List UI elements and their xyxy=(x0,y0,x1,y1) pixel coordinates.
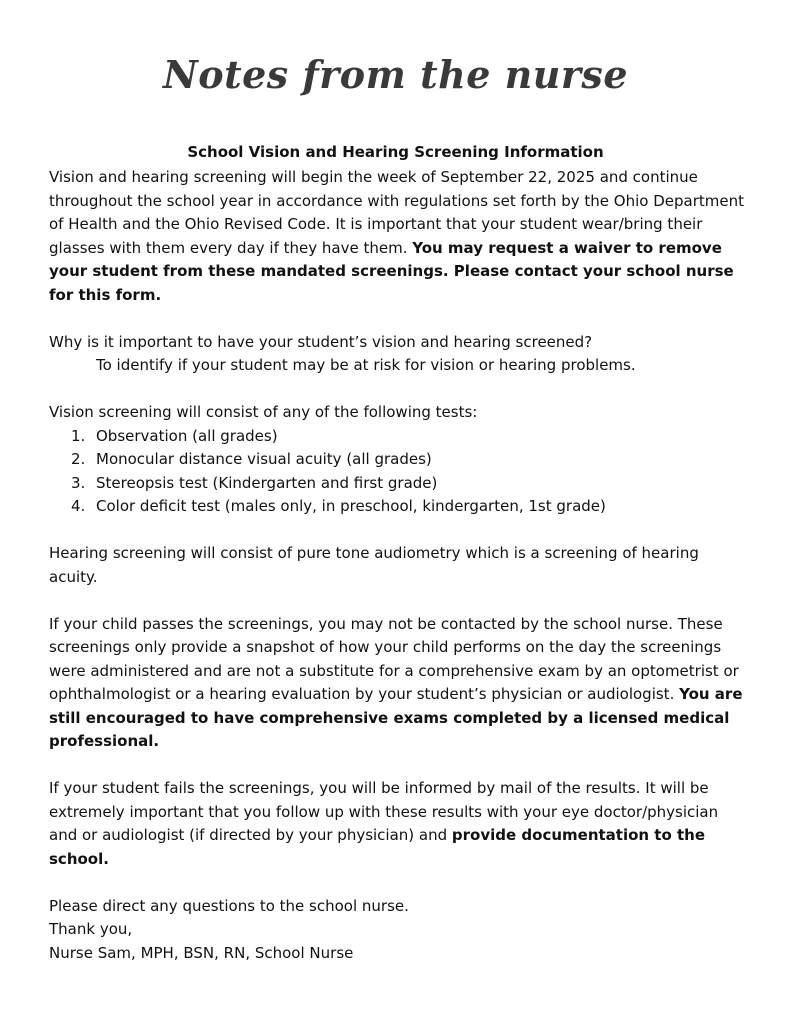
signature: Nurse Sam, MPH, BSN, RN, School Nurse xyxy=(49,943,354,962)
list-text: Monocular distance visual acuity (all grades) xyxy=(96,450,432,468)
list-number: 3. xyxy=(71,473,86,492)
why-answer: To identify if your student may be at risk for vision or hearing problems. xyxy=(96,356,636,374)
list-number: 4. xyxy=(71,497,86,515)
list-text: Observation (all grades) xyxy=(96,426,278,445)
list-item xyxy=(49,495,749,519)
section-heading: School Vision and Hearing Screening Information xyxy=(187,143,604,161)
intro-paragraph xyxy=(49,166,749,307)
list-text: Stereopsis test (Kindergarten and first grade) xyxy=(96,473,438,492)
list-number: 2. xyxy=(71,450,86,468)
notice-body xyxy=(49,166,749,965)
passes-paragraph xyxy=(49,613,749,754)
list-item xyxy=(49,472,749,496)
closing-line: Please direct any questions to the school nurse. xyxy=(49,896,409,915)
list-item xyxy=(49,448,749,472)
fails-text: If your student fails the screenings, you will be informed by mail of the results. It will be extremely important that you follow up with these results with your eye doctor/physician and or audiologist (if directed by your physician) and xyxy=(49,779,719,844)
page-title: Notes from the nurse xyxy=(162,52,629,97)
waiver-notice: You may request a waiver to remove your student from these mandated screenings. Please contact your school nurse for this form. xyxy=(49,238,734,304)
why-question: Why is it important to have your student’s vision and hearing screened? xyxy=(49,332,593,351)
vision-test-list xyxy=(49,425,749,519)
passes-encouragement: You are still encouraged to have comprehensive exams completed by a licensed medical professional. xyxy=(49,685,743,750)
closing-thanks: Thank you, xyxy=(49,920,133,938)
list-item xyxy=(49,425,749,449)
vision-intro: Vision screening will consist of any of the following tests: xyxy=(49,403,478,421)
passes-text: If your child passes the screenings, you may not be contacted by the school nurse. These screenings only provide a snapshot of how your child performs on the day the screenings were administered and are not a substitute for a comprehensive exam by an optometrist or ophthalmologist or a hearing evaluation by your student’s physician or audiologist. xyxy=(49,614,739,703)
fails-paragraph xyxy=(49,777,749,871)
fails-documentation: provide documentation to the school. xyxy=(49,826,706,868)
hearing-paragraph: Hearing screening will consist of pure tone audiometry which is a screening of hearing acuity. xyxy=(49,544,699,586)
list-text: Color deficit test (males only, in preschool, kindergarten, 1st grade) xyxy=(96,497,606,515)
list-number: 1. xyxy=(71,426,86,445)
intro-text: Vision and hearing screening will begin the week of September 22, 2025 and continue throughout the school year in accordance with regulations set forth by the Ohio Department of Health and the Ohio Revised Code. It is important that your student wear/bring their glasses with them every day if they have them. xyxy=(49,168,745,257)
